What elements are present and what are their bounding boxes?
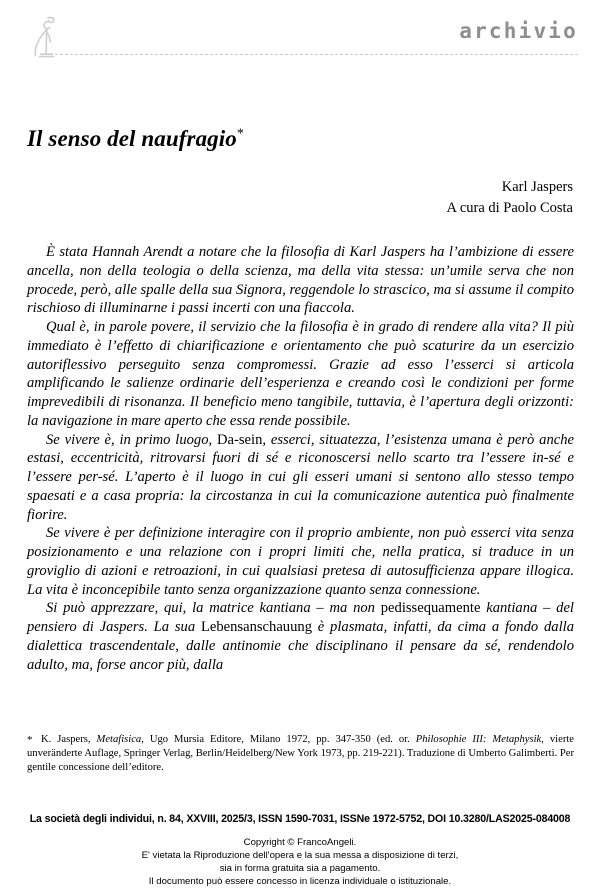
- footnote-text: [27, 733, 574, 775]
- body-paragraph-2: Qual è, in parole povere, il servizio che la filosofia è in grado di rendere alla vita? Il più immediato è l’effetto di chiarificazione e orientamento che può scaturire da un esercizio autoriflessivo perseguito senza compromessi. Grazie ad esso l’esserci si articola amplificando le salienze ordinarie dell’esperienza e creando così le condizioni per forme imprevedibili di risonanza. Il beneficio meno tangibile, tuttavia, è l’apertura degli orizzonti: la navigazione in mare aperto che essa rende possibile.: [27, 319, 574, 429]
- footnote-marker: *: [27, 734, 33, 746]
- p3-segment-b: , esserci, situatezza, l’esistenza umana è però anche estasi, eccentricità, ritrovarsi fuori di sé e riconoscersi nello scarto tra l’essere in-sé e l’essere per-sé. L’aperto è il luogo in cui gli esseri umani si sentono allo stesso tempo spaesati e a casa propria: la circostanza in cui la comunicazione autentica può finalmente fiorire.: [27, 431, 574, 523]
- title-footnote-marker: *: [236, 126, 244, 142]
- p5-segment-b: kantiana – del pensiero di Jaspers. La sua: [27, 600, 574, 635]
- copyright-line-3: sia in forma gratuita sia a pagamento.: [219, 863, 381, 875]
- footnote-segment-3: , vierte unveränderte Auflage, Springer Verlag, Berlin/Heidelberg/New York 1973, pp. 219-221). Traduzione di Umberto Galimberti. Per gentile concessione dell’editore.: [27, 734, 574, 774]
- body-paragraph-5: [27, 599, 574, 674]
- journal-citation-line: La società degli individui, n. 84, XXVIII, 2025/3, ISSN 1590-7031, ISSNe 1972-5752, DOI 10.3280/LAS2025-084008: [29, 813, 571, 825]
- footnote-segment-2: , Ugo Mursia Editore, Milano 1972, pp. 347-350 (ed. or.: [141, 734, 416, 745]
- page-header: [0, 0, 600, 70]
- author-name: Karl Jaspers: [501, 179, 573, 195]
- header-divider: [55, 54, 578, 55]
- p5-term-pedissequamente: pedissequamente: [380, 600, 481, 617]
- footnote-segment-1: K. Jaspers,: [41, 734, 97, 745]
- footnote-block: [27, 733, 574, 775]
- body-paragraph-3: [27, 431, 574, 525]
- copyright-notice: [0, 836, 600, 888]
- p5-term-lebensanschauung: Lebensanschauung: [200, 619, 312, 635]
- body-paragraph-4: Se vivere è per definizione interagire con il proprio ambiente, non può esserci vita senza posizionamento e una relazione con i propri limiti che, nella pratica, si traduce in un groviglio di azioni e retroazioni, in cui qualsiasi pretesa di autosufficienza appare illogica. La vita è inconcepibile tanto senza organizzazione quanto senza connessione.: [27, 525, 574, 598]
- editor-credit: A cura di Paolo Costa: [446, 200, 573, 217]
- copyright-line-4: Il documento può essere concesso in licenza individuale o istituzionale.: [148, 876, 452, 888]
- section-label-archivio: archivio: [459, 19, 578, 43]
- copyright-line-2: E' vietata la Riproduzione dell'opera e la sua messa a disposizione di terzi,: [141, 850, 459, 862]
- p3-segment-a: Se vivere è, in primo luogo,: [46, 431, 217, 448]
- page-title-text: Il senso del naufragio: [27, 126, 237, 152]
- copyright-line-1: Copyright © FrancoAngeli.: [243, 837, 357, 848]
- p5-segment-c: è plasmata, infatti, da cima a fondo dalla dialettica trascendentale, dalle antinomie che disciplinano il pensare da sé, rendendolo adulto, ma, forse ancor più, dalla: [27, 619, 574, 673]
- page-title: [27, 125, 244, 153]
- byline-block: [213, 177, 573, 220]
- body-paragraph-1: È stata Hannah Arendt a notare che la filosofia di Karl Jaspers ha l’ambizione di essere ancella, non della teologia o della scienza, ma della vita stessa: un’umile serva che non procede, però, alle spalle della sua Signora, reggendole lo strascico, ma si assume il compito rischioso di illuminarne i passi incerti con una fiaccola.: [27, 244, 574, 317]
- p3-term-dasein: Da-sein: [217, 431, 263, 448]
- footnote-title-philosophie: Philosophie III: Metaphysik: [415, 734, 542, 745]
- article-body: [27, 243, 574, 674]
- p5-segment-a: Si può apprezzare, qui, la matrice kantiana – ma non: [46, 600, 381, 617]
- footnote-title-metafisica: Metafisica: [96, 734, 142, 745]
- walking-figure-logo-icon: [26, 12, 70, 60]
